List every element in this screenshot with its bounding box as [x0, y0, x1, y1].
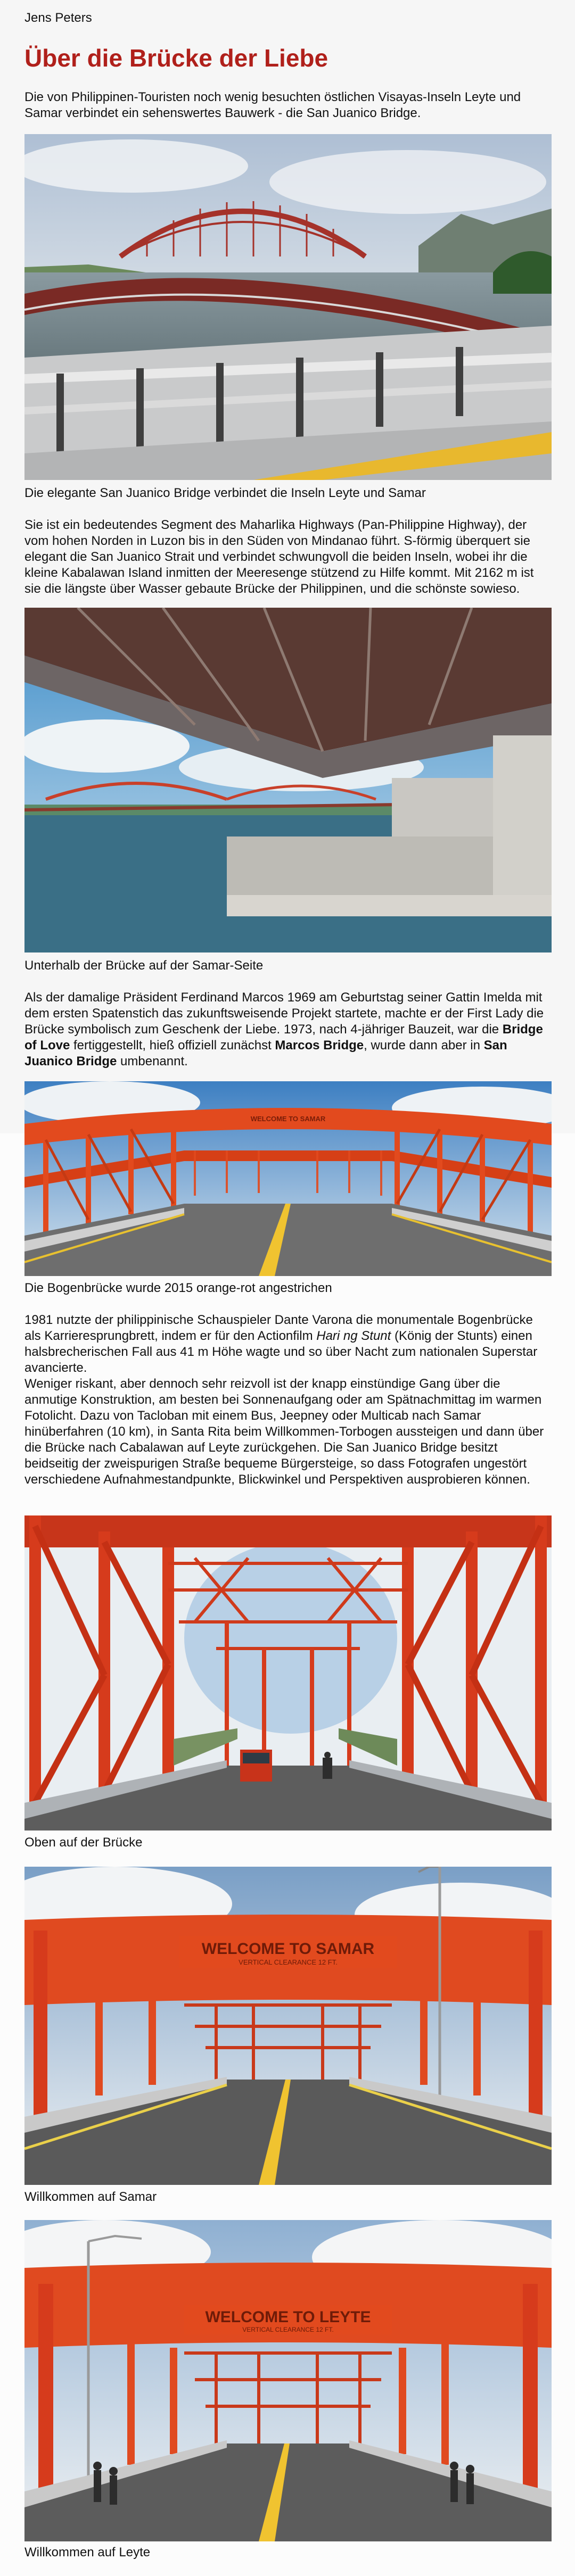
- author-name: Jens Peters: [24, 11, 92, 25]
- figure-caption: Oben auf der Brücke: [24, 1835, 143, 1850]
- photo-painted-arch: [24, 1081, 552, 1276]
- sign-welcome-samar: WELCOME TO SAMAR: [201, 1940, 375, 1958]
- figure-caption: Willkommen auf Samar: [24, 2190, 157, 2204]
- photo-bridge-overview: [24, 134, 552, 480]
- photo-welcome-leyte: [24, 2220, 552, 2541]
- figure-caption: Die Bogenbrücke wurde 2015 orange-rot angestrichen: [24, 1281, 332, 1295]
- sign-welcome-leyte: WELCOME TO LEYTE: [205, 2308, 371, 2326]
- photo-on-bridge: [24, 1515, 552, 1830]
- figure-caption: Willkommen auf Leyte: [24, 2545, 151, 2560]
- photo-welcome-samar: [24, 1867, 552, 2185]
- bold-term: Marcos Bridge: [275, 1038, 364, 1053]
- figure-caption: Unterhalb der Brücke auf der Samar-Seite: [24, 958, 264, 973]
- sign-welcome-samar: WELCOME TO SAMAR: [250, 1115, 326, 1123]
- film-title: Hari ng Stunt: [316, 1329, 391, 1343]
- paragraph: Sie ist ein bedeutendes Segment des Maharlika Highways (Pan-Philippine Highway), der vom hohen Norden in Luzon bis in den Süden von Mindanao führt. S-förmig überquert sie elegant die San Juanico Strait und verbindet schwungvoll die beiden Inseln, wobei ihr die kleine Kabalawan Island inmitten der Meeresenge stützend zu Hilfe kommt. Mit 2162 m ist sie die längste über Wasser gebaute Brücke der Philippinen, und die schönste sowieso.: [24, 518, 534, 596]
- paragraph: 1981 nutzte der philippinische Schauspieler Dante Varona die monumentale Bogenbrücke als Karrieresprungbrett, indem er für den Actionfilm Hari ng Stunt (König der Stunts) einen halsbrecherischen Fall aus 41 m Höhe wagte und so über Nacht zum nationalen Superstar avancierte.: [24, 1313, 538, 1375]
- sign-clearance: VERTICAL CLEARANCE 12 FT.: [239, 1958, 338, 1966]
- bold-term: San Juanico Bridge: [24, 1038, 507, 1068]
- intro-paragraph: Die von Philippinen-Touristen noch wenig besuchten östlichen Visayas-Inseln Leyte und Samar verbindet ein sehenswertes Bauwerk - die San Juanico Bridge.: [24, 90, 521, 120]
- paragraph: Als der damalige Präsident Ferdinand Marcos 1969 am Geburtstag seiner Gattin Imelda mit dem ersten Spatenstich das zukunftsweisende Projekt startete, machte er der First Lady die Brücke symbolisch zum Geschenk der Liebe. 1973, nach 4-jähriger Bauzeit, war die Bridge of Love fertiggestellt, hieß offiziell zunächst Marcos Bridge, wurde dann aber in San Juanico Bridge umbenannt.: [24, 990, 544, 1068]
- sign-clearance: VERTICAL CLEARANCE 12 FT.: [242, 2326, 334, 2333]
- figure-caption: Die elegante San Juanico Bridge verbindet die Inseln Leyte und Samar: [24, 486, 426, 500]
- paragraph: Weniger riskant, aber dennoch sehr reizvoll ist der knapp einstündige Gang über die anmutige Konstruktion, am besten bei Sonnenaufgang oder am Spätnachmittag im warmen Fotolicht. Dazu von Tacloban mit einem Bus, Jeepney oder Multicab nach Samar hinüberfahren (10 km), in Santa Rita beim Willkommen-Torbogen aussteigen und dann über die Brücke nach Cabalawan auf Leyte zurückgehen. Die San Juanico Bridge besitzt beidseitig der zweispurigen Straße bequeme Bürgersteige, so dass Fotografen ungestört verschiedene Aufnahmestandpunkte, Blickwinkel und Perspektiven ausprobieren können.: [24, 1377, 544, 1487]
- photo-under-bridge: [24, 608, 552, 952]
- page-title: Über die Brücke der Liebe: [24, 44, 328, 72]
- bold-term: Bridge of Love: [24, 1022, 543, 1053]
